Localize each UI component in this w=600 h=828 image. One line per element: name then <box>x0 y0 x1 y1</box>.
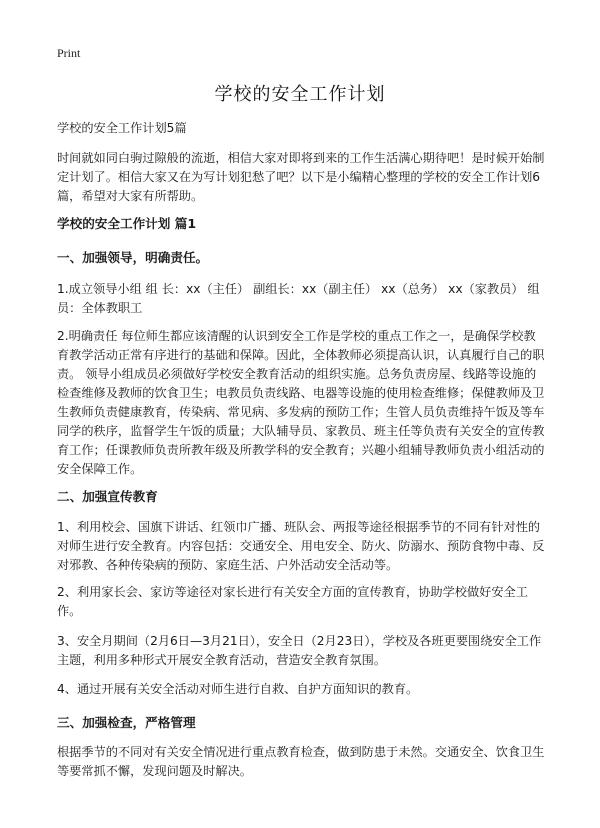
document-title: 学校的安全工作计划 <box>214 84 386 105</box>
section-2-paragraph-4: 4、通过开展有关安全活动对师生进行自救、自护方面知识的教育。 <box>57 682 419 696</box>
section-heading-1: 一、加强领导，明确责任。 <box>57 250 209 265</box>
print-link[interactable]: Print <box>57 46 81 60</box>
document-subtitle: 学校的安全工作计划5篇 <box>57 121 187 135</box>
article-heading: 学校的安全工作计划 篇1 <box>57 216 197 231</box>
section-1-paragraph-2: 2.明确责任 每位师生都应该清醒的认识到安全工作是学校的重点工作之一，是确保学校教育教学活动正常有序进行的基础和保障。因此，全体教师必须提高认识，认真履行自己的职责。 领导小组成员必须做好学校安全教育活动的组织实施。总务负责房屋、线路等设施的检查维修及教师的饮食卫生；电教员负责线路、电器等设施的使用检查维修；保健教师及卫生教师负责健康教育，传染病、常见病、多发病的预防工作；生管人员负责维持午饭及等车同学的秩序，监督学生午饭的质量；大队辅导员、家教员、班主任等负责有关安全的宣传教育工作；任课教师负责所教年级及所教学科的安全教育；兴趣小组辅导教师负责小组活动的安全保障工作。 <box>57 329 545 476</box>
section-2-paragraph-3: 3、安全月期间（2月6日—3月21日），安全日（2月23日），学校及各班更要围绕安全工作主题，利用多种形式开展安全教育活动，营造安全教育氛围。 <box>57 634 542 667</box>
section-heading-2: 二、加强宣传教育 <box>57 489 158 504</box>
section-2-paragraph-1: 1、利用校会、国旗下讲话、红领巾广播、班队会、两报等途径根据季节的不同有针对性的对师生进行安全教育。内容包括：交通安全、用电安全、防火、防溺水、预防食物中毒、反对邪教、各种传染病的预防、家庭生活、户外活动安全活动等。 <box>57 520 545 572</box>
section-heading-3: 三、加强检查，严格管理 <box>57 715 196 730</box>
section-2-paragraph-2: 2、利用家长会、家访等途径对家长进行有关安全方面的宣传教育，协助学校做好安全工作。 <box>57 585 528 618</box>
section-3-paragraph-1: 根据季节的不同对有关安全情况进行重点教育检查，做到防患于未然。交通安全、饮食卫生等要常抓不懈，发现问题及时解决。 <box>57 745 545 778</box>
intro-paragraph: 时间就如同白驹过隙般的流逝，相信大家对即将到来的工作生活满心期待吧！是时候开始制定计划了。相信大家又在为写计划犯愁了吧？以下是小编精心整理的学校的安全工作计划6篇，希望对大家有所帮助。 <box>57 151 545 203</box>
section-1-paragraph-1: 1.成立领导小组 组 长：xx（主任） 副组长：xx（副主任） xx（总务） xx（家教员） 组 员：全体教职工 <box>57 282 540 315</box>
